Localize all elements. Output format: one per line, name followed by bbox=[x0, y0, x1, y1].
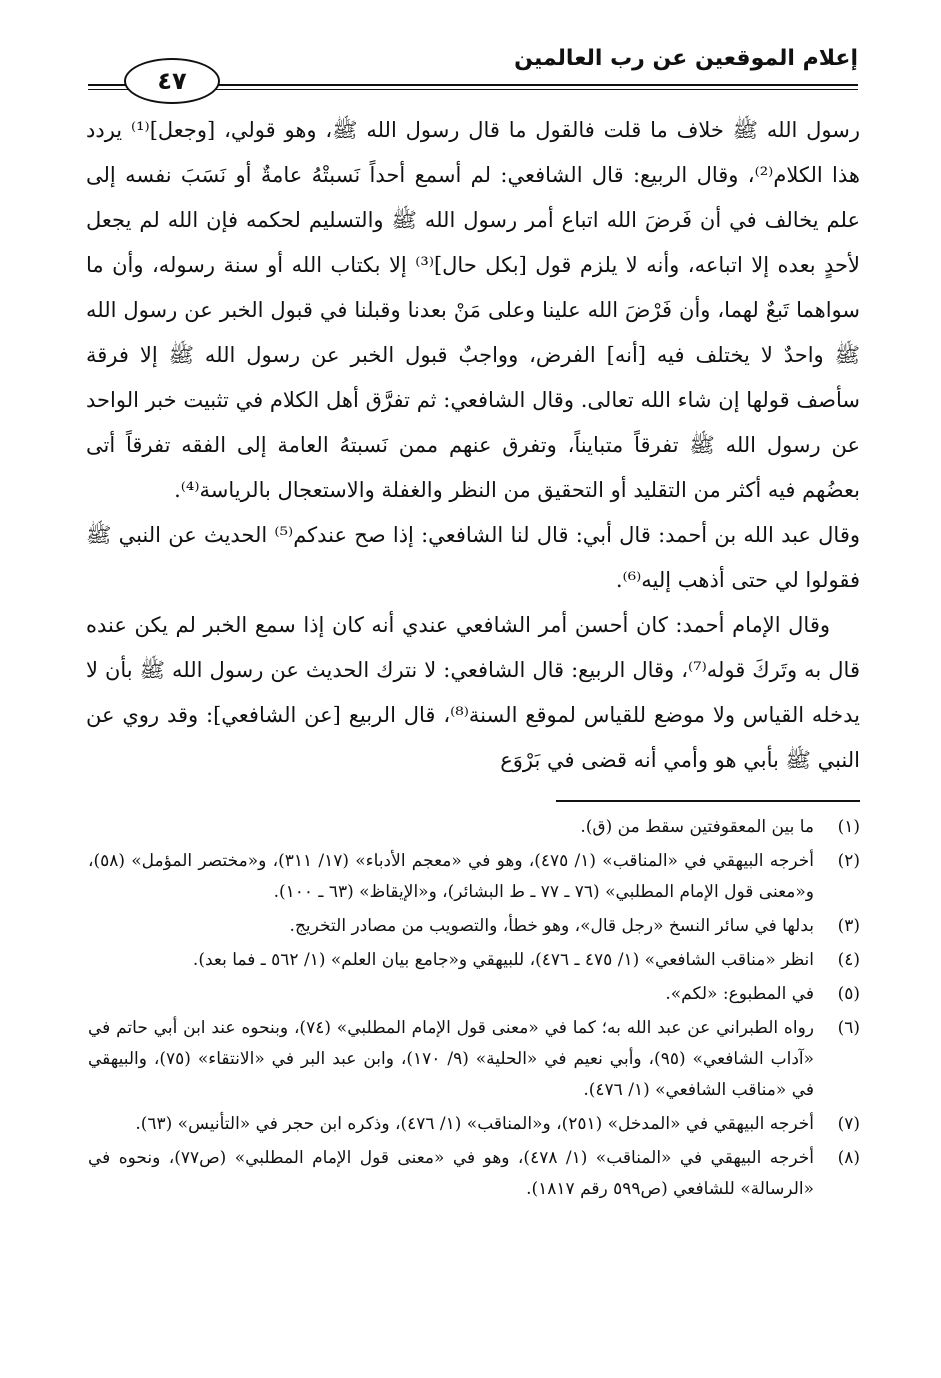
footnote-text: رواه الطبراني عن عبد الله به؛ كما في «معنى قول الإمام المطلبي» (٧٤)، وبنحوه عند ابن أبي حاتم في «آداب الشافعي» (٩٥)، وأبي نعيم في «الحلية» (٩/ ١٧٠)، وابن عبد البر في «الانتقاء» (٧٥)، والبيهقي في «مناقب الشافعي» (١/ ٤٧٦). bbox=[88, 1018, 815, 1100]
main-text bbox=[86, 108, 860, 783]
footnote-item bbox=[88, 1143, 860, 1205]
footnote-item bbox=[88, 911, 860, 942]
footnote-number: (٣) bbox=[837, 916, 860, 936]
footnote-number: (٤) bbox=[837, 950, 860, 970]
footnote-text: في المطبوع: «لكم». bbox=[665, 984, 814, 1004]
book-title: إعلام الموقعين عن رب العالمين bbox=[514, 46, 858, 71]
footnote-number: (٧) bbox=[837, 1114, 860, 1134]
footnote-item bbox=[88, 1013, 860, 1106]
footnote-item bbox=[88, 812, 860, 843]
footnotes bbox=[88, 812, 860, 1208]
paragraph-2: وقال عبد الله بن أحمد: قال أبي: قال لنا الشافعي: إذا صح عندكم⁽⁵⁾ الحديث عن النبي ﷺ فقولوا لي حتى أذهب إليه⁽⁶⁾. bbox=[86, 523, 861, 592]
footnote-text: أخرجه البيهقي في «المدخل» (٢٥١)، و«المناقب» (١/ ٤٧٦)، وذكره ابن حجر في «التأنيس» (٦٣). bbox=[135, 1114, 814, 1134]
paragraph-3: وقال الإمام أحمد: كان أحسن أمر الشافعي عندي أنه كان إذا سمع الخبر لم يكن عنده قال به وتَركَ قوله⁽⁷⁾، وقال الربيع: قال الشافعي: لا نترك الحديث عن رسول الله ﷺ بأن لا يدخله القياس ولا موضع للقياس لموقع السنة⁽⁸⁾، قال الربيع [عن الشافعي]: وقد روي عن النبي ﷺ بأبي هو وأمي أنه قضى في بَرْوَع bbox=[86, 613, 860, 772]
footnote-item bbox=[88, 979, 860, 1010]
footnote-number: (٥) bbox=[837, 984, 860, 1004]
footnote-item bbox=[88, 945, 860, 976]
footnote-text: بدلها في سائر النسخ «رجل قال»، وهو خطأ، والتصويب من مصادر التخريج. bbox=[289, 916, 814, 936]
page-header bbox=[88, 40, 858, 98]
footnote-text: ما بين المعقوفتين سقط من (ق). bbox=[580, 817, 814, 837]
footnote-item bbox=[88, 846, 860, 908]
footnote-text: أخرجه البيهقي في «المناقب» (١/ ٤٧٨)، وهو في «معنى قول الإمام المطلبي» (ص٧٧)، ونحوه في «الرسالة» للشافعي (ص٥٩٩ رقم ١٨١٧). bbox=[88, 1148, 814, 1199]
footnote-text: أخرجه البيهقي في «المناقب» (١/ ٤٧٥)، وهو في «معجم الأدباء» (١٧/ ٣١١)، و«مختصر المؤمل» (٥٨)، و«معنى قول الإمام المطلبي» (٧٦ ـ ٧٧ ـ ط البشائر)، و«الإيقاظ» (٦٣ ـ ١٠٠). bbox=[88, 851, 814, 902]
footnote-number: (٦) bbox=[837, 1018, 860, 1038]
footnote-number: (٨) bbox=[837, 1148, 860, 1168]
footnote-item bbox=[88, 1109, 860, 1140]
paragraph-1: رسول الله ﷺ خلاف ما قلت فالقول ما قال رسول الله ﷺ، وهو قولي، [وجعل]⁽¹⁾ يردد هذا الكلام⁽²⁾، وقال الربيع: قال الشافعي: لم أسمع أحداً نَسبتْهُ عامةٌ أو نَسَبَ نفسه إلى علم يخالف في أن فَرضَ الله اتباع أمر رسول الله ﷺ والتسليم لحكمه فإن الله لم يجعل لأحدٍ بعده إلا اتباعه، وأنه لا يلزم قول [بكل حال]⁽³⁾ إلا بكتاب الله أو سنة رسوله، وأن ما سواهما تَبعٌ لهما، وأن فَرْضَ الله علينا وعلى مَنْ بعدنا وقبلنا في قبول الخبر عن رسول الله ﷺ واحدٌ لا يختلف فيه [أنه] الفرض، وواجبٌ قبول الخبر عن رسول الله ﷺ إلا فرقة سأصف قولها إن شاء الله تعالى. وقال الشافعي: ثم تفرَّق أهل الكلام في تثبيت خبر الواحد عن رسول الله ﷺ تفرقاً متبايناً، وتفرق عنهم ممن نَسبتهُ العامة إلى الفقه تفرقاً أتى بعضُهم فيه أكثر من التقليد أو التحقيق من النظر والغفلة والاستعجال بالرياسة⁽⁴⁾. bbox=[86, 118, 860, 502]
footnote-separator bbox=[556, 800, 860, 802]
footnote-text: انظر «مناقب الشافعي» (١/ ٤٧٥ ـ ٤٧٦)، للبيهقي و«جامع بيان العلم» (١/ ٥٦٢ ـ فما بعد). bbox=[192, 950, 814, 970]
page-number: ٤٧ bbox=[124, 58, 220, 104]
footnote-number: (١) bbox=[837, 817, 860, 837]
footnote-number: (٢) bbox=[837, 851, 860, 871]
